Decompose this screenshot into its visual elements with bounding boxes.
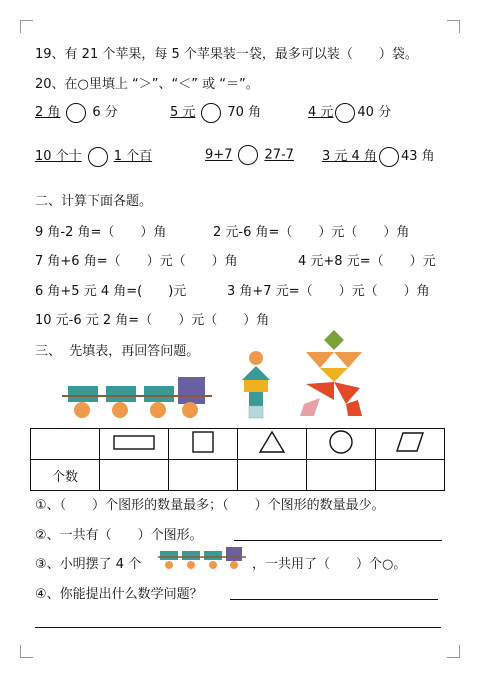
compare-right: 6 分 (92, 105, 118, 120)
answer-line[interactable] (230, 599, 438, 600)
table-row (31, 460, 445, 491)
circle-icon (328, 429, 354, 455)
triangle-shape (320, 368, 348, 382)
small-train-icon (158, 546, 248, 570)
tangram-person-picture (296, 328, 368, 420)
compare-right: 27-7 (264, 147, 294, 163)
answer-line[interactable] (35, 627, 441, 628)
section-3-title (35, 340, 199, 359)
count-cell[interactable] (238, 460, 307, 491)
blank-circle-icon[interactable] (335, 103, 355, 123)
blank-circle-icon[interactable] (201, 103, 221, 123)
question-1: ①、（ ）个图形的数量最多；（ ）个图形的数量最少。 (35, 498, 385, 513)
compare-left: 3 元 4 角 (322, 149, 377, 164)
calc-item: 9 角-2 角=（ ）角 (35, 225, 167, 240)
table-header-row (31, 429, 445, 460)
square-shape (178, 377, 205, 404)
compare-left: 10 个十 (35, 149, 82, 164)
calc-item: 3 角+7 元=（ ）元（ ）角 (227, 284, 430, 299)
section-text: 先填表，再回答问题。 (69, 344, 200, 359)
corner-mark (20, 645, 33, 658)
rectangle-shape (244, 380, 268, 392)
rectangle-icon (112, 432, 156, 452)
calc-item: 2 元-6 角=（ ）元（ ）角 (213, 225, 410, 240)
robot-picture (238, 350, 274, 420)
corner-mark (447, 645, 460, 658)
question-3-end: ，一共用了（ ）个○。 (252, 557, 407, 572)
parallelogram-icon (395, 431, 425, 453)
corner-mark (20, 20, 33, 33)
compare-item (170, 101, 261, 123)
compare-right: 43 角 (400, 149, 435, 164)
count-cell[interactable] (376, 460, 445, 491)
triangle-icon (258, 430, 286, 454)
blank-circle-icon[interactable] (238, 145, 258, 165)
table-cell (307, 429, 376, 460)
compare-left: 2 角 (35, 105, 61, 120)
compare-item (35, 101, 118, 123)
compare-item (308, 101, 391, 123)
row-label: 个数 (31, 460, 100, 491)
square-shape (249, 392, 263, 406)
square-shape (249, 406, 263, 418)
compare-item (35, 145, 152, 167)
table-cell (376, 429, 445, 460)
question-3-start: ③、小明摆了 4 个 (35, 557, 142, 572)
calc-item: 7 角+6 角=（ ）元（ ）角 (35, 254, 238, 269)
section-2-title: 二、计算下面各题。 (35, 194, 153, 209)
table-cell (31, 429, 100, 460)
corner-mark (447, 20, 460, 33)
compare-right: 70 角 (227, 105, 262, 120)
calc-item: 6 角+5 元 4 角=( )元 (35, 284, 187, 299)
count-cell[interactable] (100, 460, 169, 491)
circle-shape (112, 402, 128, 418)
triangle-shape (334, 352, 362, 368)
circle-shape (74, 402, 90, 418)
rectangle-shape (144, 386, 174, 402)
compare-item (205, 145, 294, 165)
count-cell[interactable] (169, 460, 238, 491)
rectangle-shape (106, 386, 136, 402)
calc-item: 4 元+8 元=（ ）元 (298, 254, 436, 269)
question-19: 19、有 21 个苹果，每 5 个苹果装一袋，最多可以装（ ）袋。 (35, 47, 418, 62)
compare-right: 40 分 (357, 105, 392, 120)
train-picture (62, 374, 212, 420)
circle-shape (150, 402, 166, 418)
circle-shape (249, 351, 263, 365)
question-4: ④、你能提出什么数学问题？ (35, 587, 203, 602)
compare-left: 9+7 (205, 147, 233, 163)
rectangle-shape (68, 386, 98, 402)
triangle-shape (346, 400, 362, 416)
compare-item (322, 145, 435, 167)
compare-left: 4 元 (308, 105, 334, 120)
answer-line[interactable] (234, 540, 442, 541)
triangle-shape (306, 352, 334, 368)
diamond-shape (324, 330, 344, 350)
circle-shape (182, 402, 198, 418)
question-20-title: 20、在○里填上 “＞”、“＜” 或 “＝”。 (35, 77, 259, 92)
compare-right: 1 个百 (113, 149, 153, 164)
calc-item: 10 元-6 元 2 角=（ ）元（ ）角 (35, 313, 270, 328)
shape-count-table (30, 428, 445, 491)
count-cell[interactable] (307, 460, 376, 491)
question-2: ②、一共有（ ）个图形。 (35, 528, 203, 543)
blank-circle-icon[interactable] (88, 147, 108, 167)
section-number: 三、 (35, 344, 62, 359)
blank-circle-icon[interactable] (66, 103, 86, 123)
table-cell (238, 429, 307, 460)
square-icon (191, 430, 215, 454)
parallelogram-shape (300, 398, 320, 416)
triangle-shape (242, 366, 270, 380)
compare-left: 5 元 (170, 105, 196, 120)
table-cell (100, 429, 169, 460)
table-cell (169, 429, 238, 460)
triangle-shape (306, 382, 334, 400)
blank-circle-icon[interactable] (379, 147, 399, 167)
